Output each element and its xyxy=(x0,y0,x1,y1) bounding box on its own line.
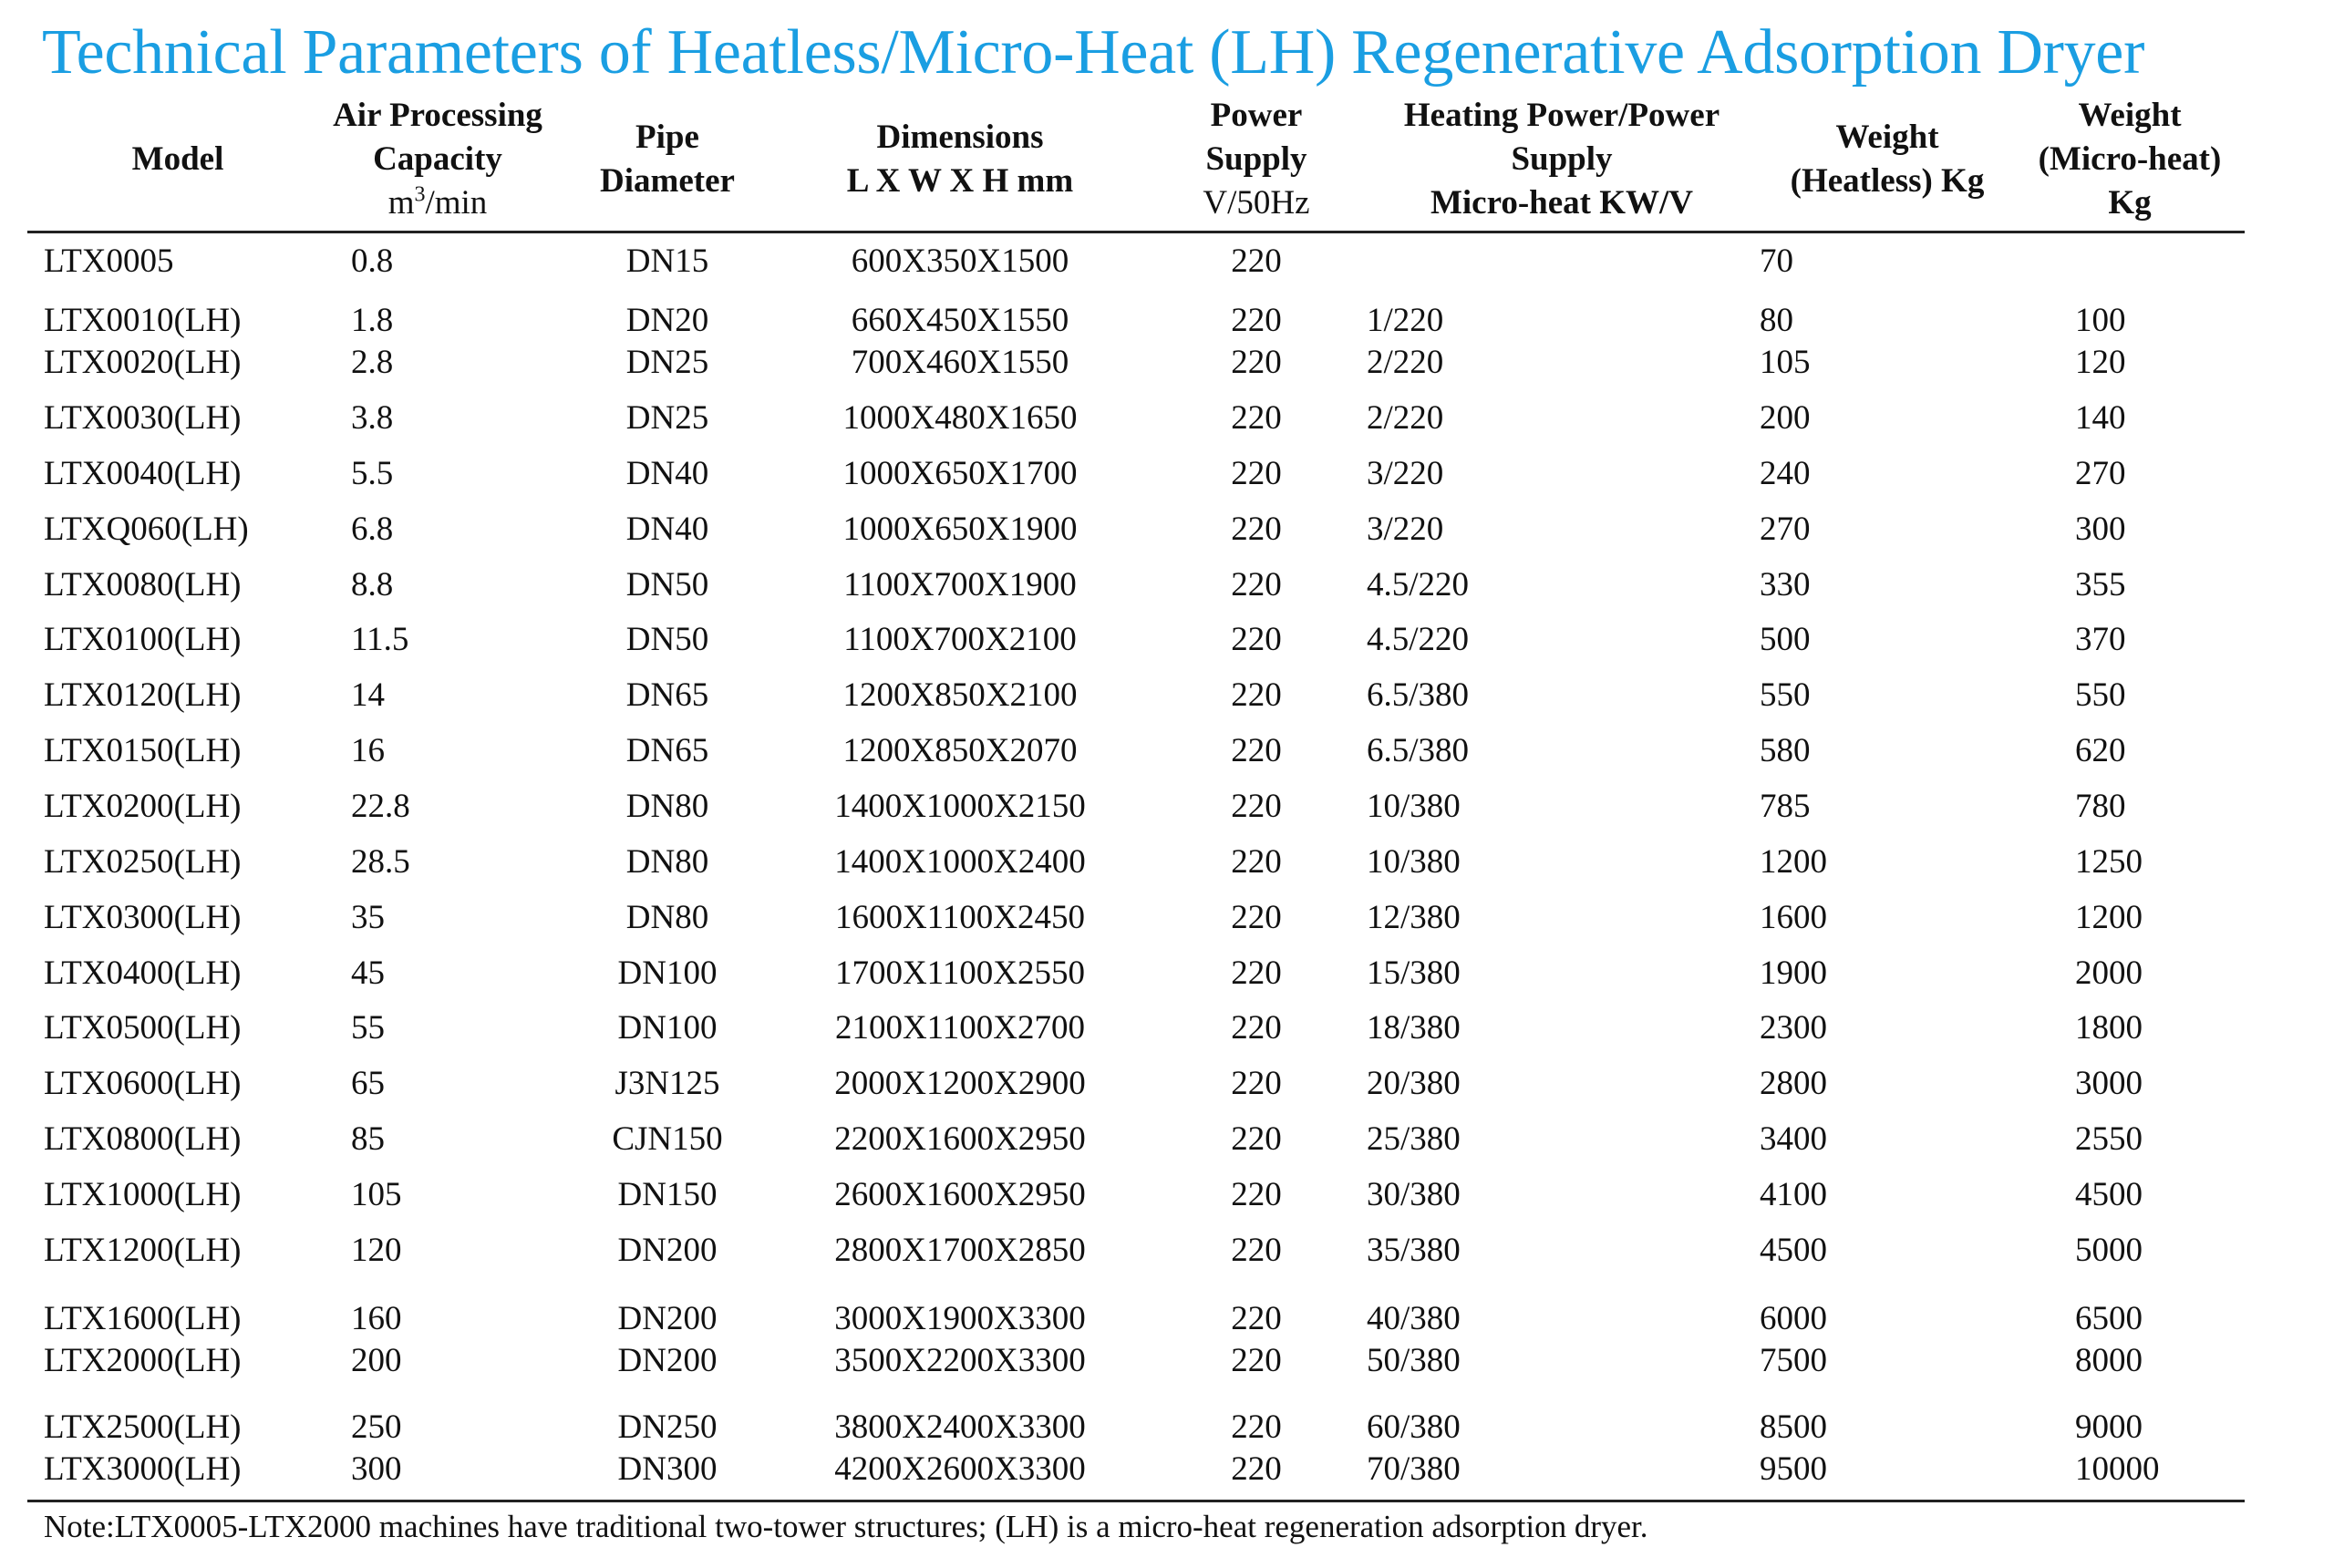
weight-heatless-cell: 270 xyxy=(1760,511,1811,548)
dimensions-cell: 1200X850X2100 xyxy=(842,676,1078,714)
power-supply-cell: 220 xyxy=(1231,676,1282,714)
header-model: Model xyxy=(131,140,224,178)
dimensions-cell: 2600X1600X2950 xyxy=(834,1176,1086,1213)
weight-microheat-cell: 10000 xyxy=(2075,1450,2160,1488)
pipe-diameter-cell: DN200 xyxy=(617,1300,718,1337)
table-row xyxy=(0,561,2334,610)
heating-power-cell: 25/380 xyxy=(1367,1120,1461,1158)
weight-microheat-cell: 120 xyxy=(2075,344,2126,381)
table-row xyxy=(0,671,2334,720)
model-cell: LTX2000(LH) xyxy=(44,1342,242,1379)
power-supply-cell: 220 xyxy=(1231,566,1282,603)
dimensions-cell: 2200X1600X2950 xyxy=(834,1120,1086,1158)
model-cell: LTX0600(LH) xyxy=(44,1065,242,1102)
weight-heatless-cell: 200 xyxy=(1760,399,1811,437)
model-cell: LTX0120(LH) xyxy=(44,676,242,714)
weight-microheat-cell: 3000 xyxy=(2075,1065,2143,1102)
table-row xyxy=(0,949,2334,998)
weight-heatless-cell: 3400 xyxy=(1760,1120,1827,1158)
capacity-cell: 14 xyxy=(351,676,385,714)
capacity-cell: 45 xyxy=(351,954,385,992)
dimensions-cell: 2100X1100X2700 xyxy=(834,1009,1086,1047)
heating-power-cell: 70/380 xyxy=(1367,1450,1461,1488)
weight-microheat-cell: 9000 xyxy=(2075,1408,2143,1446)
pipe-diameter-cell: DN65 xyxy=(625,732,709,769)
table-row xyxy=(0,1004,2334,1053)
weight-microheat-cell: 270 xyxy=(2075,455,2126,492)
table-row xyxy=(0,449,2334,499)
weight-heatless-cell: 8500 xyxy=(1760,1408,1827,1446)
weight-microheat-cell: 1800 xyxy=(2075,1009,2143,1047)
heating-power-cell: 6.5/380 xyxy=(1367,732,1470,769)
model-cell: LTX0800(LH) xyxy=(44,1120,242,1158)
capacity-cell: 6.8 xyxy=(351,511,394,548)
header-weight-heatless: Weight (Heatless) Kg xyxy=(1790,119,1985,200)
weight-heatless-cell: 1900 xyxy=(1760,954,1827,992)
pipe-diameter-cell: DN25 xyxy=(625,399,709,437)
pipe-diameter-cell: DN40 xyxy=(625,455,709,492)
weight-microheat-cell: 550 xyxy=(2075,676,2126,714)
capacity-cell: 1.8 xyxy=(351,302,394,339)
dimensions-cell: 700X460X1550 xyxy=(851,344,1069,381)
capacity-cell: 0.8 xyxy=(351,242,394,280)
heating-power-cell: 2/220 xyxy=(1367,399,1444,437)
heating-power-cell: 4.5/220 xyxy=(1367,621,1470,658)
footnote: Note:LTX0005-LTX2000 machines have traditional two-tower structures; (LH) is a micro-heat regeneration adsorption dryer. xyxy=(44,1509,1648,1544)
weight-microheat-cell: 620 xyxy=(2075,732,2126,769)
weight-heatless-cell: 4100 xyxy=(1760,1176,1827,1213)
table-row xyxy=(0,727,2334,776)
page-title: Technical Parameters of Heatless/Micro-Heat (LH) Regenerative Adsorption Dryer xyxy=(42,17,2145,88)
weight-microheat-cell: 370 xyxy=(2075,621,2126,658)
weight-microheat-cell: 4500 xyxy=(2075,1176,2143,1213)
header-heating-power: Heating Power/Power Supply Micro-heat KW/V xyxy=(1403,97,1720,222)
table-row xyxy=(0,1336,2334,1386)
heating-power-cell: 10/380 xyxy=(1367,843,1461,881)
pipe-diameter-cell: DN80 xyxy=(625,899,709,936)
power-supply-cell: 220 xyxy=(1231,1232,1282,1269)
capacity-cell: 65 xyxy=(351,1065,385,1102)
power-supply-cell: 220 xyxy=(1231,511,1282,548)
weight-heatless-cell: 2300 xyxy=(1760,1009,1827,1047)
capacity-cell: 5.5 xyxy=(351,455,394,492)
pipe-diameter-cell: CJN150 xyxy=(612,1120,723,1158)
power-supply-cell: 220 xyxy=(1231,1450,1282,1488)
dimensions-cell: 1000X650X1900 xyxy=(842,511,1078,548)
weight-microheat-cell: 355 xyxy=(2075,566,2126,603)
heating-power-cell: 18/380 xyxy=(1367,1009,1461,1047)
weight-heatless-cell: 6000 xyxy=(1760,1300,1827,1337)
model-cell: LTX0020(LH) xyxy=(44,344,242,381)
model-cell: LTX0300(LH) xyxy=(44,899,242,936)
weight-heatless-cell: 330 xyxy=(1760,566,1811,603)
pipe-diameter-cell: DN80 xyxy=(625,843,709,881)
model-cell: LTX2500(LH) xyxy=(44,1408,242,1446)
weight-heatless-cell: 2800 xyxy=(1760,1065,1827,1102)
dimensions-cell: 1400X1000X2400 xyxy=(834,843,1086,881)
pipe-diameter-cell: DN250 xyxy=(617,1408,718,1446)
table-row xyxy=(0,338,2334,387)
model-cell: LTX3000(LH) xyxy=(44,1450,242,1488)
heating-power-cell: 15/380 xyxy=(1367,954,1461,992)
capacity-cell: 16 xyxy=(351,732,385,769)
pipe-diameter-cell: DN100 xyxy=(617,1009,718,1047)
weight-heatless-cell: 785 xyxy=(1760,788,1811,825)
capacity-cell: 200 xyxy=(351,1342,402,1379)
power-supply-cell: 220 xyxy=(1231,954,1282,992)
heating-power-cell: 1/220 xyxy=(1367,302,1444,339)
power-supply-cell: 220 xyxy=(1231,242,1282,280)
model-cell: LTX0150(LH) xyxy=(44,732,242,769)
weight-heatless-cell: 7500 xyxy=(1760,1342,1827,1379)
heating-power-cell: 3/220 xyxy=(1367,455,1444,492)
dimensions-cell: 2000X1200X2900 xyxy=(834,1065,1086,1102)
weight-heatless-cell: 80 xyxy=(1760,302,1793,339)
pipe-diameter-cell: DN20 xyxy=(625,302,709,339)
model-cell: LTXQ060(LH) xyxy=(44,511,249,548)
weight-microheat-cell: 780 xyxy=(2075,788,2126,825)
weight-microheat-cell: 2000 xyxy=(2075,954,2143,992)
weight-microheat-cell: 5000 xyxy=(2075,1232,2143,1269)
capacity-cell: 85 xyxy=(351,1120,385,1158)
table-row xyxy=(0,505,2334,554)
power-supply-cell: 220 xyxy=(1231,1009,1282,1047)
weight-microheat-cell: 100 xyxy=(2075,302,2126,339)
model-cell: LTX0005 xyxy=(44,242,174,280)
weight-microheat-cell: 2550 xyxy=(2075,1120,2143,1158)
pipe-diameter-cell: DN50 xyxy=(625,621,709,658)
capacity-cell: 105 xyxy=(351,1176,402,1213)
dimensions-cell: 1000X480X1650 xyxy=(842,399,1078,437)
header-divider xyxy=(27,231,2245,233)
footer-divider xyxy=(27,1500,2245,1502)
header-weight-microheat: Weight (Micro-heat) Kg xyxy=(2038,97,2222,222)
table-row xyxy=(0,1171,2334,1220)
power-supply-cell: 220 xyxy=(1231,1065,1282,1102)
dimensions-cell: 1600X1100X2450 xyxy=(834,899,1086,936)
header-pipe: Pipe Diameter xyxy=(600,119,735,200)
capacity-cell: 55 xyxy=(351,1009,385,1047)
weight-heatless-cell: 4500 xyxy=(1760,1232,1827,1269)
power-supply-cell: 220 xyxy=(1231,302,1282,339)
table-row xyxy=(0,394,2334,443)
dimensions-cell: 1400X1000X2150 xyxy=(834,788,1086,825)
table-row xyxy=(0,893,2334,943)
model-cell: LTX1600(LH) xyxy=(44,1300,242,1337)
weight-heatless-cell: 500 xyxy=(1760,621,1811,658)
power-supply-cell: 220 xyxy=(1231,621,1282,658)
model-cell: LTX0400(LH) xyxy=(44,954,242,992)
model-cell: LTX0040(LH) xyxy=(44,455,242,492)
weight-heatless-cell: 1600 xyxy=(1760,899,1827,936)
model-cell: LTX0500(LH) xyxy=(44,1009,242,1047)
model-cell: LTX0200(LH) xyxy=(44,788,242,825)
weight-heatless-cell: 105 xyxy=(1760,344,1811,381)
capacity-cell: 11.5 xyxy=(351,621,409,658)
capacity-cell: 3.8 xyxy=(351,399,394,437)
weight-heatless-cell: 240 xyxy=(1760,455,1811,492)
model-cell: LTX1200(LH) xyxy=(44,1232,242,1269)
power-supply-cell: 220 xyxy=(1231,1408,1282,1446)
heating-power-cell: 40/380 xyxy=(1367,1300,1461,1337)
dimensions-cell: 1200X850X2070 xyxy=(842,732,1078,769)
heating-power-cell: 2/220 xyxy=(1367,344,1444,381)
capacity-cell: 160 xyxy=(351,1300,402,1337)
power-supply-cell: 220 xyxy=(1231,1342,1282,1379)
table-row xyxy=(0,237,2334,286)
capacity-cell: 250 xyxy=(351,1408,402,1446)
weight-microheat-cell: 300 xyxy=(2075,511,2126,548)
table-row xyxy=(0,1445,2334,1494)
weight-heatless-cell: 70 xyxy=(1760,242,1793,280)
weight-microheat-cell: 140 xyxy=(2075,399,2126,437)
pipe-diameter-cell: DN300 xyxy=(617,1450,718,1488)
model-cell: LTX0030(LH) xyxy=(44,399,242,437)
weight-microheat-cell: 8000 xyxy=(2075,1342,2143,1379)
weight-heatless-cell: 550 xyxy=(1760,676,1811,714)
capacity-unit: $m^3/\min$ xyxy=(387,182,488,222)
table-row xyxy=(0,1059,2334,1109)
pipe-diameter-cell: DN15 xyxy=(625,242,709,280)
dimensions-cell: 4200X2600X3300 xyxy=(834,1450,1086,1488)
dimensions-cell: 600X350X1500 xyxy=(851,242,1069,280)
capacity-cell: 2.8 xyxy=(351,344,394,381)
model-cell: LTX0100(LH) xyxy=(44,621,242,658)
power-supply-cell: 220 xyxy=(1231,455,1282,492)
power-supply-cell: 220 xyxy=(1231,788,1282,825)
power-supply-cell: 220 xyxy=(1231,843,1282,881)
capacity-cell: 28.5 xyxy=(351,843,410,881)
weight-heatless-cell: 1200 xyxy=(1760,843,1827,881)
weight-microheat-cell: 1250 xyxy=(2075,843,2143,881)
power-supply-cell: 220 xyxy=(1231,1300,1282,1337)
table-row xyxy=(0,615,2334,665)
model-cell: LTX1000(LH) xyxy=(44,1176,242,1213)
heating-power-cell: 60/380 xyxy=(1367,1408,1461,1446)
dimensions-cell: 1100X700X2100 xyxy=(843,621,1077,658)
table-row xyxy=(0,1226,2334,1275)
weight-microheat-cell: 1200 xyxy=(2075,899,2143,936)
power-supply-cell: 220 xyxy=(1231,732,1282,769)
power-supply-cell: 220 xyxy=(1231,344,1282,381)
heating-power-cell: 30/380 xyxy=(1367,1176,1461,1213)
model-cell: LTX0010(LH) xyxy=(44,302,242,339)
heating-power-cell: 4.5/220 xyxy=(1367,566,1470,603)
power-supply-cell: 220 xyxy=(1231,899,1282,936)
dimensions-cell: 3800X2400X3300 xyxy=(834,1408,1086,1446)
dimensions-cell: 2800X1700X2850 xyxy=(834,1232,1086,1269)
pipe-diameter-cell: DN200 xyxy=(617,1342,718,1379)
pipe-diameter-cell: DN100 xyxy=(617,954,718,992)
header-dimensions: Dimensions L X W X H mm xyxy=(846,119,1074,200)
table-row xyxy=(0,1115,2334,1164)
pipe-diameter-cell: DN200 xyxy=(617,1232,718,1269)
table-row xyxy=(0,838,2334,887)
capacity-cell: 35 xyxy=(351,899,385,936)
heating-power-cell: 35/380 xyxy=(1367,1232,1461,1269)
dimensions-cell: 3000X1900X3300 xyxy=(834,1300,1086,1337)
dimensions-cell: 1000X650X1700 xyxy=(842,455,1078,492)
heating-power-cell: 12/380 xyxy=(1367,899,1461,936)
header-power-supply: Power Supply V/50Hz xyxy=(1203,97,1310,222)
pipe-diameter-cell: DN65 xyxy=(625,676,709,714)
capacity-cell: 120 xyxy=(351,1232,402,1269)
power-supply-cell: 220 xyxy=(1231,1120,1282,1158)
dimensions-cell: 1100X700X1900 xyxy=(843,566,1077,603)
table-row xyxy=(0,782,2334,831)
dimensions-cell: 1700X1100X2550 xyxy=(834,954,1086,992)
weight-heatless-cell: 9500 xyxy=(1760,1450,1827,1488)
heating-power-cell: 10/380 xyxy=(1367,788,1461,825)
capacity-cell: 8.8 xyxy=(351,566,394,603)
weight-microheat-cell: 6500 xyxy=(2075,1300,2143,1337)
weight-heatless-cell: 580 xyxy=(1760,732,1811,769)
capacity-cell: 300 xyxy=(351,1450,402,1488)
power-supply-cell: 220 xyxy=(1231,1176,1282,1213)
pipe-diameter-cell: DN50 xyxy=(625,566,709,603)
pipe-diameter-cell: DN40 xyxy=(625,511,709,548)
pipe-diameter-cell: DN25 xyxy=(625,344,709,381)
model-cell: LTX0080(LH) xyxy=(44,566,242,603)
pipe-diameter-cell: DN80 xyxy=(625,788,709,825)
heating-power-cell: 50/380 xyxy=(1367,1342,1461,1379)
pipe-diameter-cell: DN150 xyxy=(617,1176,718,1213)
heating-power-cell: 20/380 xyxy=(1367,1065,1461,1102)
heating-power-cell: 6.5/380 xyxy=(1367,676,1470,714)
capacity-cell: 22.8 xyxy=(351,788,410,825)
pipe-diameter-cell: J3N125 xyxy=(614,1065,720,1102)
dimensions-cell: 3500X2200X3300 xyxy=(834,1342,1086,1379)
dimensions-cell: 660X450X1550 xyxy=(851,302,1069,339)
heating-power-cell: 3/220 xyxy=(1367,511,1444,548)
header-capacity: Air Processing Capacity $m^3/\min$ xyxy=(315,94,561,225)
power-supply-cell: 220 xyxy=(1231,399,1282,437)
model-cell: LTX0250(LH) xyxy=(44,843,242,881)
